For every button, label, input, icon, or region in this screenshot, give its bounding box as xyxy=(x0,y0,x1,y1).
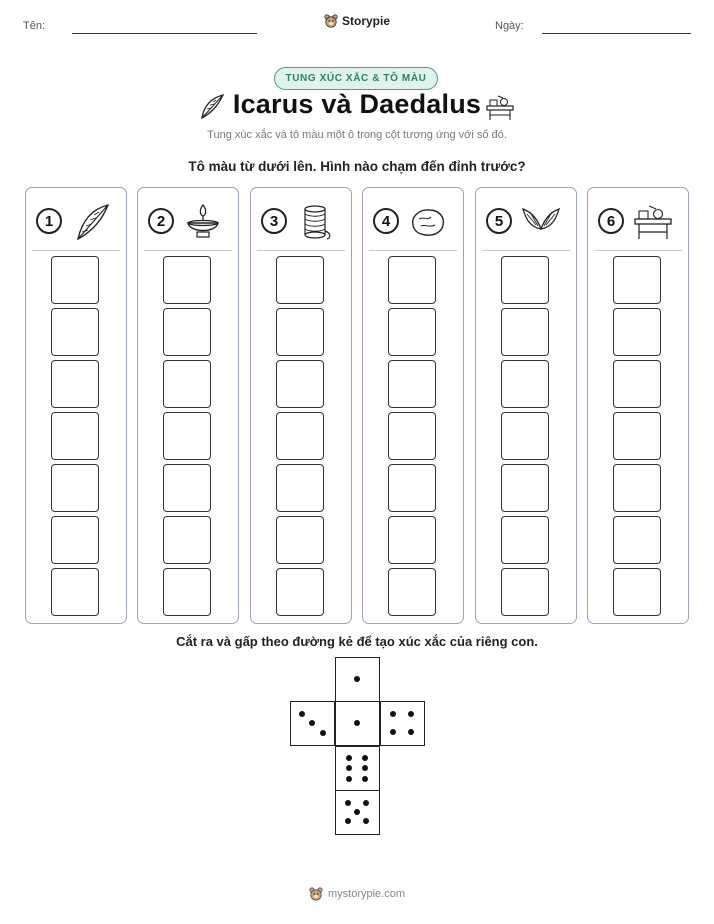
column-header xyxy=(26,198,126,246)
color-cell[interactable] xyxy=(51,464,99,512)
color-cell[interactable] xyxy=(501,360,549,408)
die-pip xyxy=(408,711,414,717)
color-cell[interactable] xyxy=(501,256,549,304)
dice-column-3 xyxy=(250,187,352,624)
dice-column-2 xyxy=(137,187,239,624)
die-pip xyxy=(346,755,352,761)
activity-badge: TUNG XÚC XẮC & TÔ MÀU xyxy=(274,67,438,90)
color-cell[interactable] xyxy=(51,308,99,356)
color-cell[interactable] xyxy=(388,256,436,304)
name-line[interactable] xyxy=(72,33,257,34)
color-cell[interactable] xyxy=(51,568,99,616)
dice-column-1 xyxy=(25,187,127,624)
color-cell[interactable] xyxy=(163,464,211,512)
column-header xyxy=(251,198,351,246)
feather-icon xyxy=(70,201,112,241)
dice-column-5 xyxy=(475,187,577,624)
die-face-1 xyxy=(335,701,380,746)
die-pip xyxy=(345,800,351,806)
color-cell[interactable] xyxy=(613,256,661,304)
color-cell[interactable] xyxy=(613,516,661,564)
column-header xyxy=(476,198,576,246)
column-number: 6 xyxy=(598,208,624,234)
color-cell[interactable] xyxy=(163,516,211,564)
column-number: 4 xyxy=(373,208,399,234)
workbench-icon xyxy=(632,201,674,241)
color-cell[interactable] xyxy=(388,360,436,408)
color-cell[interactable] xyxy=(163,308,211,356)
date-line[interactable] xyxy=(542,33,691,34)
die-pip xyxy=(345,818,351,824)
color-cell[interactable] xyxy=(388,568,436,616)
column-number: 5 xyxy=(486,208,512,234)
die-face-5 xyxy=(335,790,380,835)
column-header xyxy=(588,198,688,246)
rope-coil-icon xyxy=(295,201,337,241)
color-cell[interactable] xyxy=(613,412,661,460)
workbench-icon xyxy=(484,92,516,122)
color-cell[interactable] xyxy=(613,568,661,616)
color-cell[interactable] xyxy=(163,412,211,460)
column-divider xyxy=(369,250,457,251)
die-pip xyxy=(354,720,360,726)
color-cell[interactable] xyxy=(163,256,211,304)
color-cell[interactable] xyxy=(276,516,324,564)
color-cell[interactable] xyxy=(388,464,436,512)
cut-instruction: Cắt ra và gấp theo đường kẻ để tạo xúc xắc của riêng con. xyxy=(176,634,538,649)
color-cell[interactable] xyxy=(51,516,99,564)
die-pip xyxy=(299,711,305,717)
page-title: Icarus và Daedalus xyxy=(232,89,482,119)
color-cell[interactable] xyxy=(163,360,211,408)
column-header xyxy=(363,198,463,246)
brand-name: Storypie xyxy=(341,14,390,28)
die-pip xyxy=(363,800,369,806)
color-cell[interactable] xyxy=(51,412,99,460)
color-cell[interactable] xyxy=(163,568,211,616)
die-face-6 xyxy=(335,746,380,791)
column-divider xyxy=(594,250,682,251)
color-cell[interactable] xyxy=(276,256,324,304)
column-number: 2 xyxy=(148,208,174,234)
column-divider xyxy=(482,250,570,251)
die-pip xyxy=(362,755,368,761)
column-header xyxy=(138,198,238,246)
color-cell[interactable] xyxy=(501,412,549,460)
bear-logo-icon xyxy=(309,887,323,901)
color-cell[interactable] xyxy=(51,256,99,304)
color-cell[interactable] xyxy=(501,464,549,512)
wings-icon xyxy=(520,201,562,241)
footer xyxy=(0,887,714,901)
bear-logo-icon xyxy=(324,14,338,28)
die-pip xyxy=(354,809,360,815)
dice-column-4 xyxy=(362,187,464,624)
die-pip xyxy=(363,818,369,824)
die-pip xyxy=(320,730,326,736)
name-label: Tên: xyxy=(23,20,46,32)
die-pip xyxy=(346,776,352,782)
die-pip xyxy=(346,765,352,771)
die-pip xyxy=(362,765,368,771)
die-face-1 xyxy=(335,657,380,702)
color-cell[interactable] xyxy=(51,360,99,408)
die-pip xyxy=(354,676,360,682)
color-cell[interactable] xyxy=(388,308,436,356)
die-pip xyxy=(309,720,315,726)
dice-column-6 xyxy=(587,187,689,624)
color-cell[interactable] xyxy=(613,308,661,356)
color-cell[interactable] xyxy=(501,308,549,356)
die-pip xyxy=(408,729,414,735)
color-cell[interactable] xyxy=(501,568,549,616)
subtitle: Tung xúc xắc và tô màu một ô trong cột tương ứng với số đó. xyxy=(207,129,507,141)
die-pip xyxy=(390,711,396,717)
color-cell[interactable] xyxy=(388,412,436,460)
die-face-4 xyxy=(380,701,425,746)
color-cell[interactable] xyxy=(613,464,661,512)
color-cell[interactable] xyxy=(276,360,324,408)
brand-logo xyxy=(0,14,714,28)
color-cell[interactable] xyxy=(276,568,324,616)
die-face-3 xyxy=(290,701,335,746)
column-divider xyxy=(32,250,120,251)
color-cell[interactable] xyxy=(388,516,436,564)
column-divider xyxy=(257,250,345,251)
color-cell[interactable] xyxy=(276,464,324,512)
die-pip xyxy=(390,729,396,735)
coloring-instruction: Tô màu từ dưới lên. Hình nào chạm đến đỉnh trước? xyxy=(188,159,526,174)
column-number: 1 xyxy=(36,208,62,234)
color-cell[interactable] xyxy=(501,516,549,564)
column-number: 3 xyxy=(261,208,287,234)
oil-lamp-icon xyxy=(182,201,224,241)
date-label: Ngày: xyxy=(495,20,524,32)
column-divider xyxy=(144,250,232,251)
footer-url: mystorypie.com xyxy=(327,888,406,900)
wax-lump-icon xyxy=(407,201,449,241)
die-pip xyxy=(362,776,368,782)
color-cell[interactable] xyxy=(613,360,661,408)
color-cell[interactable] xyxy=(276,308,324,356)
color-cell[interactable] xyxy=(276,412,324,460)
